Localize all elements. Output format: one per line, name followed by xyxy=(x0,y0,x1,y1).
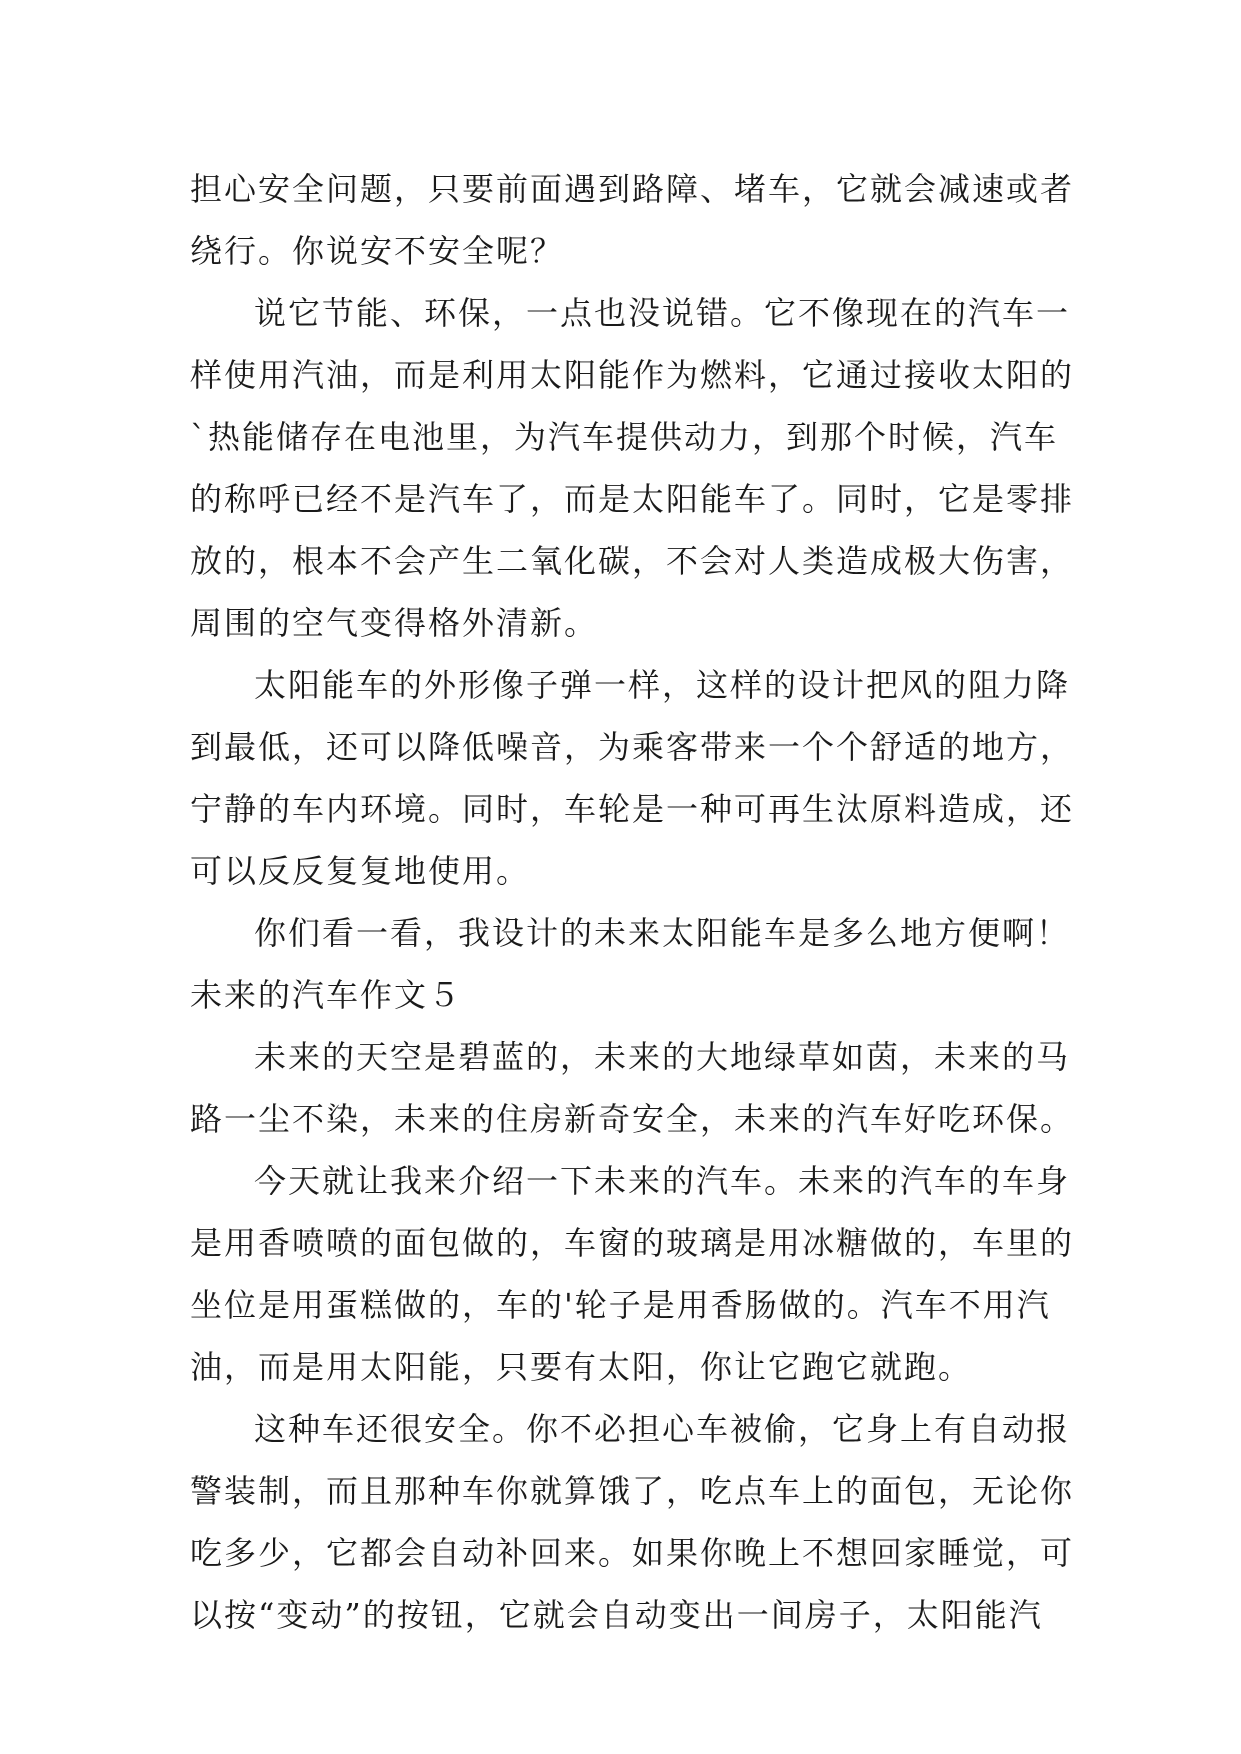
text-line: 到最低，还可以降低噪音，为乘客带来一个个舒适的地方， xyxy=(190,728,1075,766)
text-line: 是用香喷喷的面包做的，车窗的玻璃是用冰糖做的，车里的 xyxy=(190,1224,1075,1262)
text-line: 可以反反复复地使用。 xyxy=(190,852,531,890)
text-line: 担心安全问题，只要前面遇到路障、堵车，它就会减速或者 xyxy=(190,170,1075,208)
text-line: 说它节能、环保，一点也没说错。它不像现在的汽车一 xyxy=(254,294,1071,332)
text-line: 的称呼已经不是汽车了，而是太阳能车了。同时，它是零排 xyxy=(190,480,1075,518)
document-body xyxy=(190,158,1075,1646)
text-line: 放的，根本不会产生二氧化碳，不会对人类造成极大伤害， xyxy=(190,542,1075,580)
text-line: 周围的空气变得格外清新。 xyxy=(190,604,599,642)
text-line: 吃多少，它都会自动补回来。如果你晚上不想回家睡觉，可 xyxy=(190,1534,1075,1572)
text-line: 油，而是用太阳能，只要有太阳，你让它跑它就跑。 xyxy=(190,1348,973,1386)
text-line: 这种车还很安全。你不必担心车被偷，它身上有自动报 xyxy=(254,1410,1071,1448)
text-line: 路一尘不染，未来的住房新奇安全，未来的汽车好吃环保。 xyxy=(190,1100,1075,1138)
text-line: 未来的天空是碧蓝的，未来的大地绿草如茵，未来的马 xyxy=(254,1038,1071,1076)
text-line: 今天就让我来介绍一下未来的汽车。未来的汽车的车身 xyxy=(254,1162,1071,1200)
text-line: 你们看一看，我设计的未来太阳能车是多么地方便啊！ xyxy=(254,914,1071,952)
text-line: 样使用汽油，而是利用太阳能作为燃料，它通过接收太阳的 xyxy=(190,356,1075,394)
text-line: 绕行。你说安不安全呢？ xyxy=(190,232,565,270)
text-line: 太阳能车的外形像子弹一样，这样的设计把风的阻力降 xyxy=(254,666,1071,704)
text-line: 宁静的车内环境。同时，车轮是一种可再生汰原料造成，还 xyxy=(190,790,1075,828)
text-line: `热能储存在电池里，为汽车提供动力，到那个时候，汽车 xyxy=(190,418,1059,456)
text-line: 坐位是用蛋糕做的，车的'轮子是用香肠做的。汽车不用汽 xyxy=(190,1286,1051,1324)
section-heading: 未来的汽车作文５ xyxy=(190,976,463,1014)
text-line: 警装制，而且那种车你就算饿了，吃点车上的面包，无论你 xyxy=(190,1472,1075,1510)
text-line: 以按“变动”的按钮，它就会自动变出一间房子，太阳能汽 xyxy=(190,1596,1043,1634)
